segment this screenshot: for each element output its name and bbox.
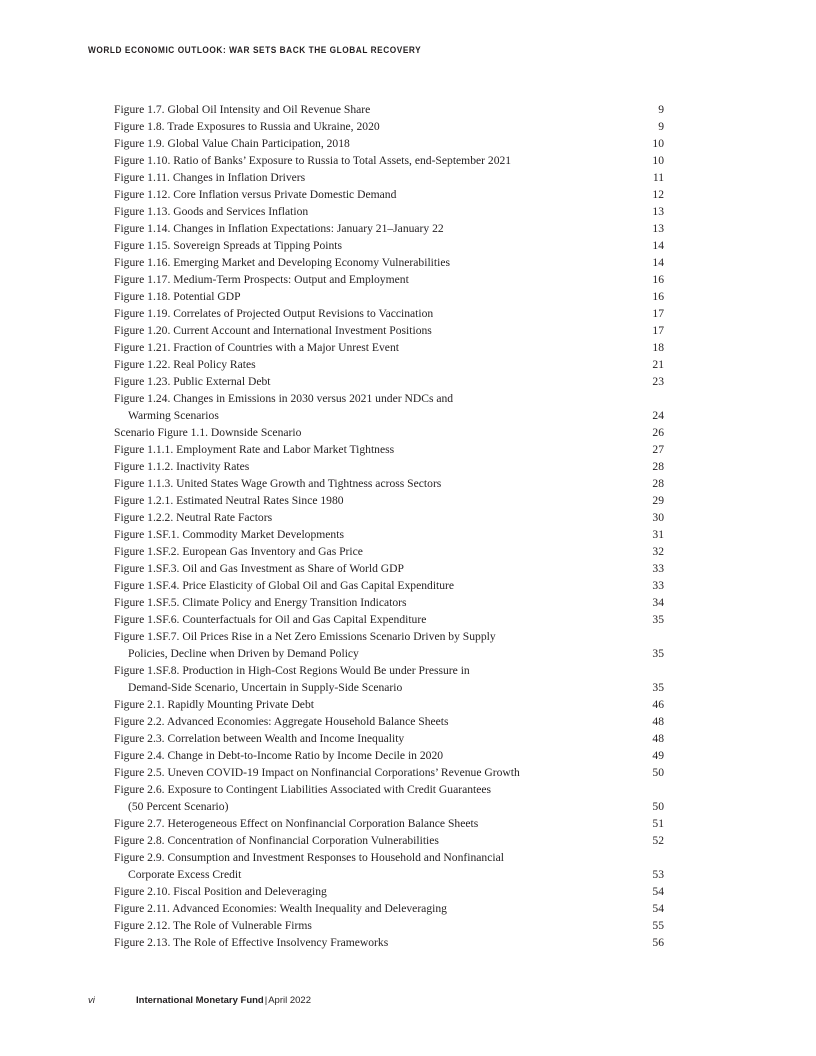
toc-entry [114,696,664,713]
toc-entry-title [114,322,432,339]
toc-entry [114,220,664,237]
toc-entry-title [114,135,350,152]
toc-page-number: 54 [652,885,664,898]
toc-page-number: 9 [658,120,664,133]
toc-page-number: 28 [652,477,664,490]
toc-entry [114,628,664,662]
toc-entry-line: Figure 1.21. Fraction of Countries with a Major Unrest Event [114,341,399,354]
toc-entry-line: Figure 1.24. Changes in Emissions in 2030 versus 2021 under NDCs and [114,392,454,405]
toc-entry-title [114,458,249,475]
toc-entry-title [114,849,504,883]
toc-entry [114,152,664,169]
toc-entry [114,815,664,832]
toc-entry-line: Figure 1.18. Potential GDP [114,290,241,303]
toc-page-number: 56 [652,936,664,949]
toc-entry-line: Figure 1.14. Changes in Inflation Expectations: January 21–January 22 [114,222,444,235]
toc-entry-line: Figure 1.1.3. United States Wage Growth and Tightness across Sectors [114,477,442,490]
toc-entry-title [114,441,394,458]
toc-entry [114,917,664,934]
toc-entry-line: Figure 1.19. Correlates of Projected Output Revisions to Vaccination [114,307,434,320]
toc-entry-line: Figure 1.11. Changes in Inflation Drivers [114,171,306,184]
toc-entry-title [114,883,327,900]
toc-entry-title [114,390,453,424]
toc-entry-title [114,781,491,815]
toc-page-number: 10 [652,137,664,150]
toc-entry-title [114,917,312,934]
toc-entry [114,475,664,492]
toc-entry-line: Figure 2.11. Advanced Economies: Wealth Inequality and Deleveraging [114,902,447,915]
toc-page-number: 32 [652,545,664,558]
toc-entry-line: Figure 1.SF.6. Counterfactuals for Oil and Gas Capital Expenditure [114,613,427,626]
toc-page-number: 24 [652,409,664,422]
toc-page-number: 48 [652,732,664,745]
toc-entry-line: Warming Scenarios [128,409,219,422]
toc-entry-title [114,186,396,203]
toc-page-number: 48 [652,715,664,728]
toc-entry [114,339,664,356]
toc-entry-title [114,339,399,356]
toc-entry [114,594,664,611]
publication-date: April 2022 [268,995,311,1006]
toc-entry-title [114,271,409,288]
toc-entry [114,118,664,135]
toc-page-number: 26 [652,426,664,439]
toc-entry-title [114,934,388,951]
toc-page-number: 29 [652,494,664,507]
toc-entry-line: Figure 2.3. Correlation between Wealth and Income Inequality [114,732,405,745]
toc-entry-line: Figure 1.SF.8. Production in High-Cost Regions Would Be under Pressure in [114,664,470,677]
toc-entry-title [114,373,271,390]
running-head: WORLD ECONOMIC OUTLOOK: WAR SETS BACK THE GLOBAL RECOVERY [88,45,422,55]
toc-entry [114,730,664,747]
page-footer [88,995,311,1006]
toc-entry-title [114,254,450,271]
toc-page-number: 10 [652,154,664,167]
toc-page-number: 9 [658,103,664,116]
toc-entry-line: Figure 1.17. Medium-Term Prospects: Output and Employment [114,273,409,286]
toc-entry-line: Corporate Excess Credit [128,868,242,881]
toc-entry [114,305,664,322]
toc-entry [114,322,664,339]
toc-entry-title [114,832,439,849]
toc-page-number: 17 [652,307,664,320]
toc-entry [114,135,664,152]
toc-entry-title [114,305,433,322]
toc-page-number: 52 [652,834,664,847]
toc-page-number: 54 [652,902,664,915]
toc-page-number: 55 [652,919,664,932]
toc-entry-title [114,747,443,764]
toc-entry-line: Policies, Decline when Driven by Demand Policy [128,647,359,660]
toc-page-number: 35 [652,613,664,626]
toc-entry-line: Figure 1.SF.1. Commodity Market Developments [114,528,344,541]
toc-entry-title [114,118,380,135]
toc-page-number: 35 [652,681,664,694]
toc-entry [114,577,664,594]
toc-entry [114,390,664,424]
toc-page-number: 50 [652,800,664,813]
toc-entry-line: Figure 1.13. Goods and Services Inflation [114,205,309,218]
toc-entry-title [114,492,344,509]
toc-page-number: 27 [652,443,664,456]
toc-entry-line: Figure 1.16. Emerging Market and Developing Economy Vulnerabilities [114,256,450,269]
toc-entry-title [114,696,314,713]
toc-entry-line: Figure 2.5. Uneven COVID-19 Impact on Nonfinancial Corporations’ Revenue Growth [114,766,520,779]
toc-entry-line: Figure 1.SF.2. European Gas Inventory and Gas Price [114,545,363,558]
toc-page-number: 13 [652,205,664,218]
toc-entry-title [114,543,363,560]
toc-entry [114,900,664,917]
toc-entry-line: Figure 1.15. Sovereign Spreads at Tipping Points [114,239,343,252]
toc-page-number: 46 [652,698,664,711]
figure-list [114,101,664,951]
toc-entry-title [114,730,404,747]
toc-entry [114,254,664,271]
toc-page-number: 14 [652,256,664,269]
toc-entry-line: Figure 2.9. Consumption and Investment Responses to Household and Nonfinancial [114,851,504,864]
toc-entry-line: Figure 2.4. Change in Debt-to-Income Ratio by Income Decile in 2020 [114,749,444,762]
footer-separator: | [264,995,268,1006]
toc-entry [114,713,664,730]
toc-entry [114,441,664,458]
toc-entry-line: Figure 1.SF.7. Oil Prices Rise in a Net Zero Emissions Scenario Driven by Supply [114,630,496,643]
toc-entry [114,849,664,883]
toc-entry-line: Figure 1.9. Global Value Chain Participation, 2018 [114,137,350,150]
toc-entry-title [114,203,308,220]
toc-page-number: 50 [652,766,664,779]
toc-entry-title [114,356,256,373]
page-folio: vi [88,995,95,1006]
toc-entry [114,458,664,475]
publisher-name: International Monetary Fund [136,995,264,1006]
toc-entry-line: Figure 1.2.2. Neutral Rate Factors [114,511,273,524]
toc-entry-line: Figure 1.20. Current Account and International Investment Positions [114,324,432,337]
toc-entry [114,169,664,186]
toc-entry-title [114,475,441,492]
toc-entry-line: Figure 2.6. Exposure to Contingent Liabilities Associated with Credit Guarantees [114,783,492,796]
toc-entry [114,543,664,560]
toc-page-number: 11 [652,171,664,184]
toc-page-number: 12 [652,188,664,201]
toc-entry-title [114,424,301,441]
toc-entry [114,883,664,900]
toc-entry-title [114,526,344,543]
toc-entry-title [114,288,241,305]
toc-entry-title [114,764,520,781]
toc-entry [114,934,664,951]
toc-entry-title [114,900,447,917]
toc-entry-line: Figure 1.1.2. Inactivity Rates [114,460,250,473]
toc-page-number: 28 [652,460,664,473]
toc-page-number: 30 [652,511,664,524]
toc-entry-title [114,509,272,526]
toc-entry [114,271,664,288]
toc-entry [114,747,664,764]
toc-entry-line: Figure 2.13. The Role of Effective Insolvency Frameworks [114,936,389,949]
toc-entry-title [114,815,478,832]
toc-entry [114,611,664,628]
toc-entry-line: Figure 2.8. Concentration of Nonfinancial Corporation Vulnerabilities [114,834,439,847]
toc-entry-line: Figure 1.23. Public External Debt [114,375,271,388]
toc-entry-line: (50 Percent Scenario) [128,800,229,813]
toc-entry [114,492,664,509]
toc-entry-line: Figure 1.2.1. Estimated Neutral Rates Since 1980 [114,494,344,507]
toc-entry [114,203,664,220]
toc-page-number: 18 [652,341,664,354]
toc-page-number: 31 [652,528,664,541]
toc-page-number: 33 [652,579,664,592]
toc-entry [114,424,664,441]
toc-entry-line: Figure 2.10. Fiscal Position and Deleveraging [114,885,327,898]
toc-entry [114,101,664,118]
toc-entry-line: Figure 2.7. Heterogeneous Effect on Nonfinancial Corporation Balance Sheets [114,817,479,830]
toc-entry-title [114,101,370,118]
toc-page-number: 33 [652,562,664,575]
toc-entry-title [114,152,511,169]
toc-entry-title [114,594,407,611]
toc-entry-line: Demand-Side Scenario, Uncertain in Supply-Side Scenario [128,681,403,694]
toc-page-number: 53 [652,868,664,881]
toc-entry [114,509,664,526]
toc-entry-line: Figure 1.22. Real Policy Rates [114,358,256,371]
toc-page-number: 49 [652,749,664,762]
toc-entry-title [114,611,426,628]
toc-entry [114,781,664,815]
toc-page-number: 13 [652,222,664,235]
toc-entry-title [114,169,305,186]
toc-entry-title [114,237,342,254]
toc-entry-line: Figure 1.1.1. Employment Rate and Labor Market Tightness [114,443,395,456]
toc-entry [114,237,664,254]
toc-entry-title [114,560,404,577]
toc-entry-line: Figure 1.8. Trade Exposures to Russia and Ukraine, 2020 [114,120,380,133]
toc-entry [114,373,664,390]
toc-entry-title [114,662,470,696]
toc-page-number: 34 [652,596,664,609]
toc-entry-line: Scenario Figure 1.1. Downside Scenario [114,426,302,439]
toc-entry-title [114,577,454,594]
toc-page-number: 21 [652,358,664,371]
toc-page-number: 51 [652,817,664,830]
toc-entry-title [114,220,444,237]
toc-entry [114,356,664,373]
toc-entry-line: Figure 1.10. Ratio of Banks’ Exposure to Russia to Total Assets, end-September 2021 [114,154,512,167]
toc-entry [114,832,664,849]
toc-page-number: 14 [652,239,664,252]
toc-entry-line: Figure 1.12. Core Inflation versus Private Domestic Demand [114,188,397,201]
toc-entry [114,526,664,543]
toc-entry-title [114,713,449,730]
toc-page-number: 16 [652,290,664,303]
toc-entry-line: Figure 1.SF.5. Climate Policy and Energy Transition Indicators [114,596,407,609]
toc-entry [114,662,664,696]
toc-page-number: 16 [652,273,664,286]
toc-entry [114,560,664,577]
toc-entry-line: Figure 2.1. Rapidly Mounting Private Debt [114,698,314,711]
toc-page-number: 23 [652,375,664,388]
toc-entry-line: Figure 1.SF.3. Oil and Gas Investment as Share of World GDP [114,562,404,575]
toc-entry-title [114,628,496,662]
toc-entry-line: Figure 1.SF.4. Price Elasticity of Global Oil and Gas Capital Expenditure [114,579,455,592]
toc-entry-line: Figure 1.7. Global Oil Intensity and Oil Revenue Share [114,103,371,116]
toc-entry [114,764,664,781]
toc-entry [114,288,664,305]
toc-entry [114,186,664,203]
toc-entry-line: Figure 2.12. The Role of Vulnerable Firms [114,919,312,932]
toc-entry-line: Figure 2.2. Advanced Economies: Aggregate Household Balance Sheets [114,715,449,728]
toc-page-number: 17 [652,324,664,337]
toc-page-number: 35 [652,647,664,660]
